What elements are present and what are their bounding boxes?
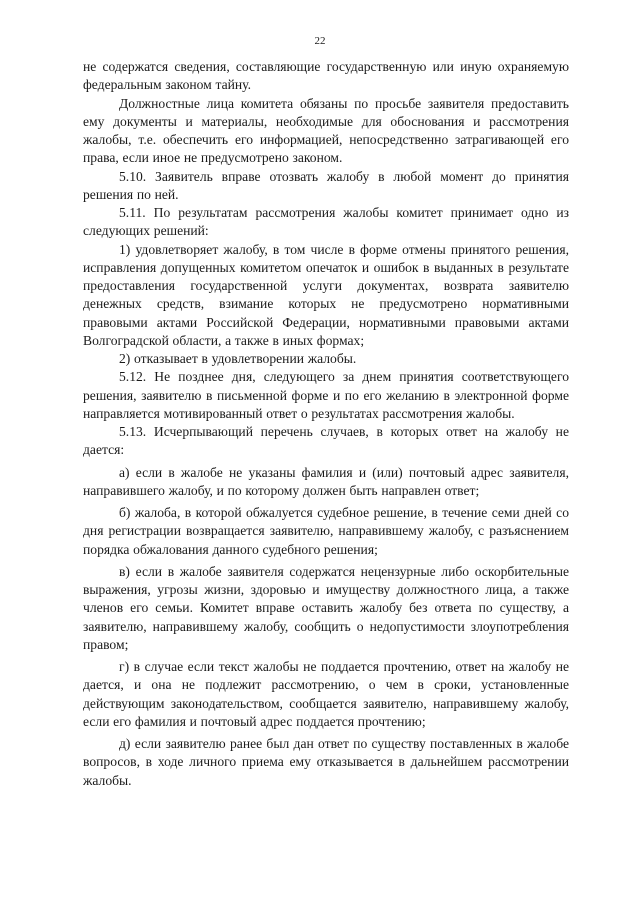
paragraph-p5-10: 5.10. Заявитель вправе отозвать жалобу в любой момент до принятия решения по ней. <box>83 168 569 202</box>
paragraph-p5-13: 5.13. Исчерпывающий перечень случаев, в которых ответ на жалобу не дается: <box>83 424 569 458</box>
paragraph-p5-13-a: а) если в жалобе не указаны фамилия и (или) почтовый адрес заявителя, направившего жалобу, и по которому должен быть направлен ответ; <box>83 464 569 498</box>
paragraph-cont: не содержатся сведения, составляющие государственную или иную охраняемую федеральным законом тайну. <box>83 59 569 93</box>
paragraph-p5-11: 5.11. По результатам рассмотрения жалобы комитет принимает одно из следующих решений: <box>83 205 569 239</box>
page-number: 22 <box>314 35 326 47</box>
paragraph-p5-11-1: 1) удовлетворяет жалобу, в том числе в форме отмены принятого решения, исправления допущенных комитетом опечаток и ошибок в выданных в результате предоставления государственной услуги документах, возврата заявителю денежных средств, взимание которых не предусмотрено нормативными правовыми актами Российской Федерации, нормативными правовыми актами Волгоградской области, а также в иных формах; <box>83 241 569 348</box>
paragraph-p5-12: 5.12. Не позднее дня, следующего за днем принятия соответствующего решения, заявителю в письменной форме и по его желанию в электронной форме направляется мотивированный ответ о результатах рассмотрения жалобы. <box>83 369 569 421</box>
paragraph-p5-11-2: 2) отказывает в удовлетворении жалобы. <box>119 351 357 366</box>
paragraph-p5-13-b: б) жалоба, в которой обжалуется судебное решение, в течение семи дней со дня регистрации возвращается заявителю, направившему жалобу, с разъяснением порядка обжалования данного судебного решения; <box>83 505 569 557</box>
paragraph-p5-13-v: в) если в жалобе заявителя содержатся нецензурные либо оскорбительные выражения, угрозы жизни, здоровью и имуществу должностного лица, а также членов его семьи. Комитет вправе оставить жалобу без ответа по существу, а заявителю, направившему жалобу, сообщить о недопустимости злоупотребления правом; <box>83 563 569 652</box>
paragraph-officials: Должностные лица комитета обязаны по просьбе заявителя предоставить ему документы и материалы, необходимые для обоснования и рассмотрения жалобы, т.е. обеспечить его информацией, непосредственно затрагивающей его права, если иное не предусмотрено законом. <box>83 95 569 166</box>
paragraph-p5-13-d: д) если заявителю ранее был дан ответ по существу поставленных в жалобе вопросов, в ходе личного приема ему отказывается в дальнейшем рассмотрении жалобы. <box>83 736 569 788</box>
document-body <box>83 58 569 790</box>
paragraph-p5-13-g: г) в случае если текст жалобы не поддается прочтению, ответ на жалобу не дается, и она не подлежит рассмотрению, о чем в сроки, установленные действующим законодательством, сообщается заявителю, направившему жалобу, если его фамилия и почтовый адрес поддается прочтению; <box>83 659 569 729</box>
